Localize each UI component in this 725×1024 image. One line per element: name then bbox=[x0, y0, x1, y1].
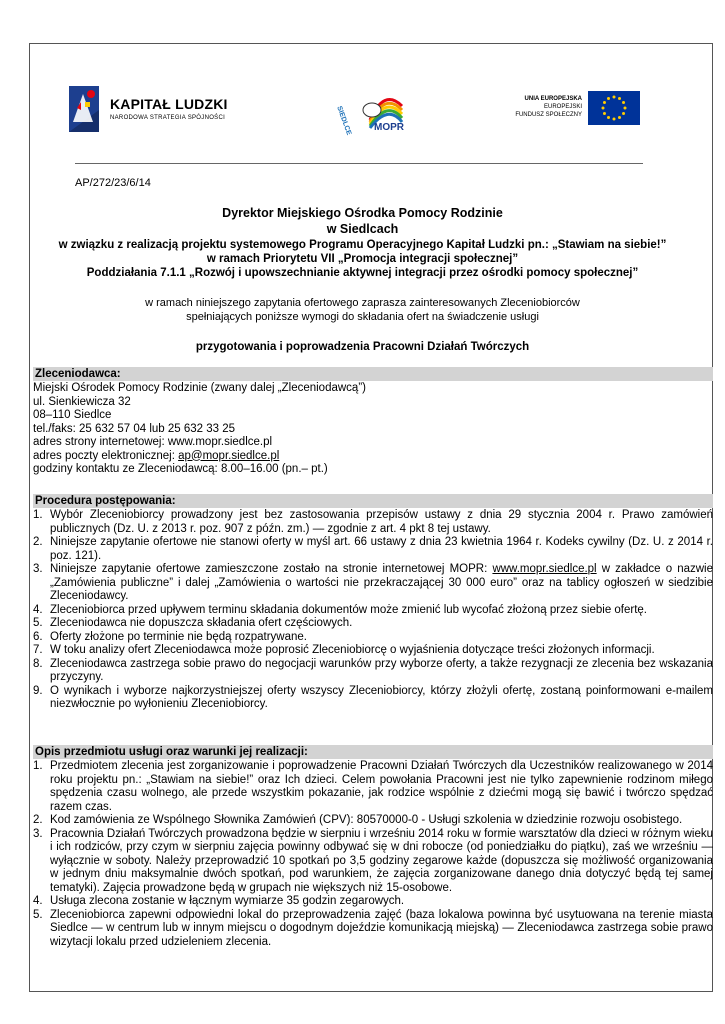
list-item-text: O wynikach i wyborze najkorzystniejszej oferty wszyscy Zleceniobiorcy, którzy złożyli ofertę, zostaną poinformowani e-mailem niezwłocznie po wyłonieniu Zleceniobiorcy. bbox=[50, 684, 713, 710]
list-item-number: 6. bbox=[33, 630, 43, 643]
procedura-list bbox=[33, 509, 713, 712]
email-prefix: adres poczty elektronicznej: bbox=[33, 449, 179, 462]
ue-line1: UNIA EUROPEJSKA bbox=[524, 96, 582, 102]
opis-list bbox=[33, 760, 713, 949]
eu-star-icon bbox=[622, 112, 625, 115]
list-item-number: 9. bbox=[33, 684, 43, 697]
list-item-number: 1. bbox=[33, 760, 43, 772]
list-item-text: Zleceniobiorca przed upływem terminu składania dokumentów może zmienić lub wycofać złożoną przez siebie ofertę. bbox=[50, 603, 648, 616]
eu-star-icon bbox=[602, 107, 605, 110]
list-item-text: Oferty złożone po terminie nie będą rozpatrywane. bbox=[50, 630, 307, 643]
eu-star-icon bbox=[613, 96, 616, 99]
title-line3: w związku z realizacją projektu systemowego Programu Operacyjnego Kapitał Ludzki pn.: „Stawiam na siebie!” bbox=[58, 239, 667, 251]
eu-star-icon bbox=[622, 101, 625, 104]
zleceniodawca-website: adres strony internetowej: www.mopr.siedlce.pl bbox=[33, 436, 273, 448]
list-item bbox=[33, 536, 713, 563]
eu-flag-icon bbox=[588, 91, 640, 125]
list-item-number: 3. bbox=[33, 563, 43, 575]
list-item bbox=[33, 644, 713, 658]
zleceniodawca-street: ul. Sienkiewicza 32 bbox=[33, 395, 131, 408]
list-item-text: Wybór Zleceniobiorcy prowadzony jest bez zastosowania przepisów ustawy z dnia 29 stycznia 2004 r. Prawo zamówień publicznych (Dz. U. z 2013 r. poz. 907 z późn. zm.) — zgodnie z art. 4 pkt 8 tej ustawy. bbox=[50, 509, 713, 535]
section-procedura-heading: Procedura postępowania: bbox=[33, 494, 713, 508]
kapital-ludzki-title: KAPITAŁ LUDZKI bbox=[110, 96, 228, 112]
eu-star-icon bbox=[618, 97, 621, 100]
list-item bbox=[33, 658, 713, 685]
list-item bbox=[33, 814, 713, 828]
eu-star-icon bbox=[603, 112, 606, 115]
list-item bbox=[33, 685, 713, 712]
list-item-text: Kod zamówienia ze Wspólnego Słownika Zamówień (CPV): 80570000-0 - Usługi szkolenia w dziedzinie rozwoju osobistego. bbox=[50, 814, 683, 826]
zleceniodawca-name: Miejski Ośrodek Pomocy Rodzinie (zwany dalej „Zleceniodawcą”) bbox=[33, 382, 366, 394]
section-opis-heading: Opis przedmiotu usługi oraz warunki jej realizacji: bbox=[33, 745, 713, 759]
section-zleceniodawca-heading: Zleceniodawca: bbox=[33, 367, 713, 381]
list-item-number: 2. bbox=[33, 814, 43, 826]
intro-line1: w ramach niniejszego zapytania ofertowego zaprasza zainteresowanych Zleceniobiorców bbox=[145, 297, 580, 309]
list-item bbox=[33, 563, 713, 604]
list-item-number: 5. bbox=[33, 908, 43, 921]
list-item-text: Niniejsze zapytanie ofertowe nie stanowi oferty w myśl art. 66 ustawy z dnia 23 kwietnia 1964 r. Kodeks cywilny (Dz. U. z 2014 r. poz. 121). bbox=[50, 536, 713, 562]
list-item-number: 1. bbox=[33, 509, 43, 521]
list-item-text: Zleceniodawca nie dopuszcza składania ofert częściowych. bbox=[50, 617, 353, 629]
list-item-text: Zleceniodawca zastrzega sobie prawo do negocjacji warunków przy wyborze oferty, a także rezygnacji ze zlecenia bez wskazania przyczyny. bbox=[50, 657, 713, 683]
list-item-number: 8. bbox=[33, 657, 43, 670]
list-item-text: Pracownia Działań Twórczych prowadzona będzie w sierpniu i wrześniu 2014 roku w formie warsztatów dla dzieci w różnym wieku i ich rodziców, przy czym w sierpniu zajęcia powinny odbywać się w dni robocze (od poniedziałku do piątku), zaś we wrześniu — wyłącznie w soboty. Należy przeprowadzić 10 spotkań po 3,5 godziny zegarowe każde (dopuszcza się możliwość organizowania w jednym dniu maksymalnie dwóch spotkań, pod warunkiem, że zajęcia zorganizowane danego dnia dotyczyć będą tej samej tematyki). Zajęcia prowadzone będą w grupach nie większych niż 15-osobowe. bbox=[50, 827, 713, 894]
list-item bbox=[33, 631, 713, 645]
intro-line2: spełniających poniższe wymogi do składania ofert na świadczenie usługi bbox=[186, 311, 539, 323]
list-item-text: Zleceniobiorca zapewni odpowiedni lokal do przeprowadzenia zajęć (baza lokalowa powinna być usytuowana na terenie miasta Siedlce — w centrum lub w innym miejscu o dogodnym dojeździe komunikacją miejską) — Zleceniodawca zastrzega sobie prawo wizytacji lokalu przed udzieleniem zlecenia. bbox=[50, 908, 713, 948]
ue-label bbox=[508, 95, 582, 119]
list-item bbox=[33, 617, 713, 631]
list-item-number: 7. bbox=[33, 644, 43, 656]
list-item bbox=[33, 895, 713, 909]
list-item-text: Przedmiotem zlecenia jest zorganizowanie i poprowadzenie Pracowni Działań Twórczych dla Uczestników realizowanego w 2014 roku projektu pn.: „Stawiam na siebie!” oraz Ich dzieci. Celem powołania Pracowni jest nie tylko zapewnienie rodzinom miłego spędzenia czasu wolnego, ale przede wszystkim pokazanie, jak rodzice wspólnie z dziećmi mogą się bawić i twórczo spędzać razem czas. bbox=[50, 760, 713, 813]
list-item-number: 2. bbox=[33, 536, 43, 548]
eu-star-icon bbox=[603, 101, 606, 104]
list-item-number: 4. bbox=[33, 895, 43, 907]
ue-line3: FUNDUSZ SPOŁECZNY bbox=[515, 112, 582, 118]
list-item bbox=[33, 509, 713, 536]
list-item-text: W toku analizy ofert Zleceniodawca może poprosić Zleceniobiorcę o wyjaśnienia dotyczące treści złożonych informacji. bbox=[50, 644, 655, 656]
eu-star-icon bbox=[607, 116, 610, 119]
title-line2: w Siedlcach bbox=[326, 222, 399, 236]
zleceniodawca-phone: tel./faks: 25 632 57 04 lub 25 632 33 25 bbox=[33, 422, 236, 435]
list-item bbox=[33, 604, 713, 618]
list-item bbox=[33, 760, 713, 814]
ue-line2: EUROPEJSKI bbox=[543, 104, 582, 110]
zleceniodawca-email-line bbox=[33, 450, 713, 464]
title-line5: Poddziałania 7.1.1 „Rozwój i upowszechnianie aktywnej integracji przez ośrodki pomocy społecznej” bbox=[86, 267, 639, 279]
title-line1: Dyrektor Miejskiego Ośrodka Pomocy Rodzinie bbox=[222, 206, 503, 220]
eu-star-icon bbox=[618, 116, 621, 119]
list-item bbox=[33, 909, 713, 950]
list-item-number: 4. bbox=[33, 603, 43, 616]
reference-number: AP/272/23/6/14 bbox=[75, 177, 151, 189]
header-divider bbox=[75, 163, 643, 164]
list-item-number: 5. bbox=[33, 617, 43, 629]
list-item bbox=[33, 828, 713, 896]
zleceniodawca-block bbox=[33, 382, 713, 477]
eu-star-icon bbox=[607, 97, 610, 100]
mopr-label-text: MOPR bbox=[374, 122, 404, 133]
intro-subject: przygotowania i poprowadzenia Pracowni Działań Twórczych bbox=[195, 341, 530, 353]
mopr-logo-icon bbox=[335, 86, 404, 137]
zleceniodawca-hours: godziny kontaktu ze Zleceniodawcą: 8.00–16.00 (pn.– pt.) bbox=[33, 463, 328, 475]
mopr-city-text: SIEDLCE bbox=[335, 105, 353, 137]
mopr-website-link[interactable]: www.mopr.siedlce.pl bbox=[492, 563, 597, 575]
kapital-ludzki-subtitle: NARODOWA STRATEGIA SPÓJNOŚCI bbox=[110, 115, 226, 121]
list-item-text: Usługa zlecona zostanie w łącznym wymiarze 35 godzin zegarowych. bbox=[50, 895, 405, 907]
eu-star-icon bbox=[624, 107, 627, 110]
email-link[interactable]: ap@mopr.siedlce.pl bbox=[178, 449, 280, 462]
eu-star-icon bbox=[613, 118, 616, 121]
list-item-number: 3. bbox=[33, 827, 43, 840]
list-item-text: Niniejsze zapytanie ofertowe zamieszczone zostało na stronie internetowej MOPR: www.mopr.siedlce.pl w zakładce o nazwie „Zamówienia publiczne” i dalej „Zamówienia o wartości nie przekraczającej 30 000 euro” oraz na tablicy ogłoszeń w siedzibie Zleceniodawcy. bbox=[50, 563, 714, 602]
title-line4: w ramach Priorytetu VII „Promocja integracji społecznej” bbox=[206, 253, 519, 265]
zleceniodawca-city: 08–110 Siedlce bbox=[33, 409, 112, 421]
